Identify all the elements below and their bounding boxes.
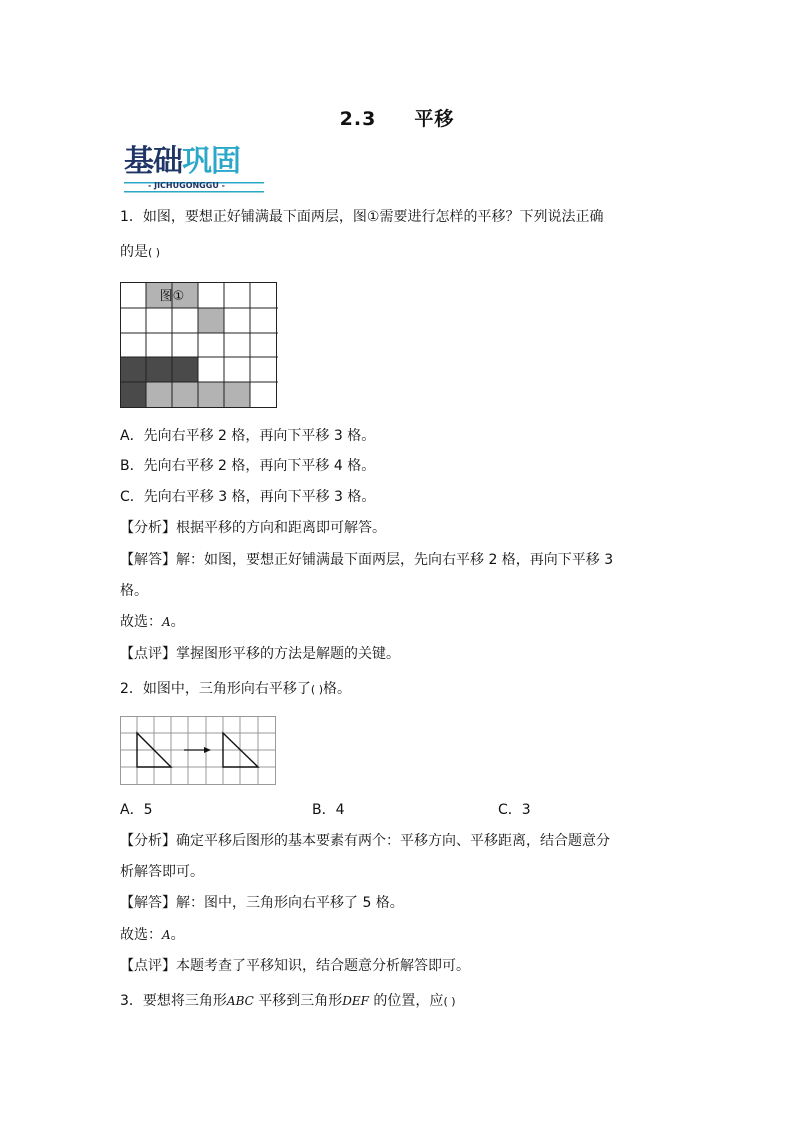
q1-option-b: B．先向右平移 2 格，再向下平移 4 格。 [120, 458, 376, 474]
section-logo [124, 146, 264, 198]
q1-option-c: C．先向右平移 3 格，再向下平移 3 格。 [120, 489, 376, 505]
logo-main-text: 基础巩固 [124, 144, 240, 179]
q1-figure-label: 图① [159, 289, 185, 304]
section-number: 2.3 [339, 108, 377, 130]
q1-analysis: 【分析】根据平移的方向和距离即可解答。 [120, 520, 386, 536]
q1-stem-line2: 的是( ) [120, 244, 161, 260]
q1-comment: 【点评】掌握图形平移的方法是解题的关键。 [120, 646, 400, 662]
q1-answer-line1: 【解答】解：如图，要想正好铺满最下面两层，先向右平移 2 格，再向下平移 3 [120, 552, 614, 568]
section-title: 平移 [414, 108, 455, 130]
q2-option-c: C．3 [498, 802, 531, 818]
q2-option-a: A．5 [120, 802, 153, 818]
q2-grid-figure [120, 716, 277, 786]
q1-grid-figure [120, 282, 278, 408]
q1-answer-line2: 格。 [120, 583, 148, 599]
q2-stem: 2．如图中，三角形向右平移了( )格。 [120, 681, 352, 697]
q2-analysis-line2: 析解答即可。 [120, 864, 204, 880]
q2-comment: 【点评】本题考查了平移知识，结合题意分析解答即可。 [120, 958, 470, 974]
q3-stem: 3．要想将三角形ABC 平移到三角形DEF 的位置，应( ) [120, 993, 456, 1009]
q2-answer: 【解答】解：图中，三角形向右平移了 5 格。 [120, 895, 404, 911]
page-title [0, 104, 794, 131]
q2-choice: 故选：A。 [120, 927, 185, 943]
q2-arrow-head [204, 747, 211, 753]
q2-analysis-line1: 【分析】确定平移后图形的基本要素有两个：平移方向、平移距离，结合题意分 [120, 833, 610, 849]
logo-subtext: - JICHUGONGGU - [148, 181, 225, 190]
q2-option-b: B．4 [312, 802, 345, 818]
q1-option-a: A．先向右平移 2 格，再向下平移 3 格。 [120, 428, 376, 444]
q1-stem-line1: 1．如图，要想正好铺满最下面两层，图①需要进行怎样的平移？下列说法正确 [120, 209, 604, 225]
q1-choice: 故选：A。 [120, 614, 185, 630]
